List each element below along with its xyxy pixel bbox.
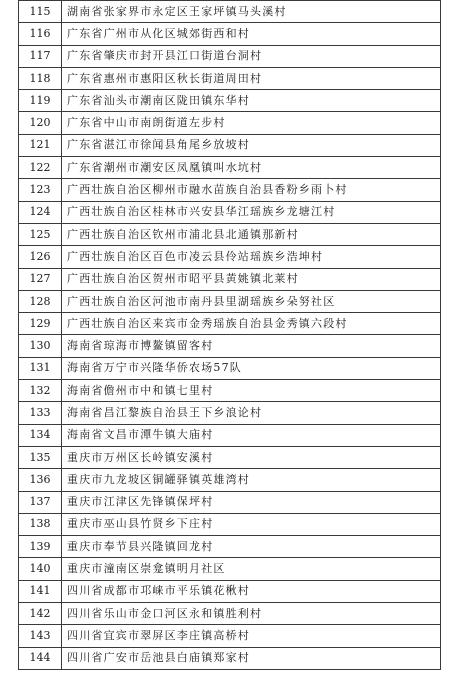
- row-number: 126: [19, 246, 62, 268]
- row-number: 141: [19, 580, 62, 602]
- table-row: [19, 90, 441, 112]
- row-number: 116: [19, 23, 62, 45]
- village-name: 广西壮族自治区桂林市兴安县华江瑶族乡龙塘江村: [62, 201, 441, 223]
- village-name: 广东省广州市从化区城郊街西和村: [62, 23, 441, 45]
- village-name: 四川省成都市邛崃市平乐镇花楸村: [62, 580, 441, 602]
- table-row: [19, 380, 441, 402]
- village-name: 四川省乐山市金口河区永和镇胜利村: [62, 603, 441, 625]
- village-name: 广东省中山市南朗街道左步村: [62, 112, 441, 134]
- row-number: 137: [19, 491, 62, 513]
- village-name: 广西壮族自治区钦州市浦北县北通镇那新村: [62, 223, 441, 245]
- table-row: [19, 179, 441, 201]
- table-row: [19, 1, 441, 23]
- village-name: 四川省广安市岳池县白庙镇郑家村: [62, 647, 441, 669]
- table-row: [19, 491, 441, 513]
- village-name: 重庆市奉节县兴隆镇回龙村: [62, 536, 441, 558]
- table-row: [19, 134, 441, 156]
- village-name: 重庆市万州区长岭镇安溪村: [62, 446, 441, 468]
- row-number: 136: [19, 469, 62, 491]
- village-list-table-container: [18, 0, 440, 670]
- row-number: 134: [19, 424, 62, 446]
- row-number: 130: [19, 335, 62, 357]
- village-name: 海南省昌江黎族自治县王下乡浪论村: [62, 402, 441, 424]
- table-row: [19, 313, 441, 335]
- row-number: 124: [19, 201, 62, 223]
- table-row: [19, 625, 441, 647]
- row-number: 121: [19, 134, 62, 156]
- table-row: [19, 45, 441, 67]
- row-number: 120: [19, 112, 62, 134]
- table-row: [19, 424, 441, 446]
- table-row: [19, 268, 441, 290]
- village-name: 广东省肇庆市封开县江口街道台洞村: [62, 45, 441, 67]
- row-number: 125: [19, 223, 62, 245]
- table-row: [19, 112, 441, 134]
- table-row: [19, 536, 441, 558]
- table-row: [19, 469, 441, 491]
- row-number: 131: [19, 357, 62, 379]
- village-name: 广东省湛江市徐闻县角尾乡放坡村: [62, 134, 441, 156]
- village-name: 海南省琼海市博鳌镇留客村: [62, 335, 441, 357]
- village-name: 海南省儋州市中和镇七里村: [62, 380, 441, 402]
- village-name: 重庆市江津区先锋镇保坪村: [62, 491, 441, 513]
- village-name: 广西壮族自治区河池市南丹县里湖瑶族乡朵努社区: [62, 290, 441, 312]
- village-name: 海南省文昌市潭牛镇大庙村: [62, 424, 441, 446]
- row-number: 139: [19, 536, 62, 558]
- table-row: [19, 223, 441, 245]
- table-row: [19, 603, 441, 625]
- row-number: 143: [19, 625, 62, 647]
- village-name: 广东省汕头市潮南区陇田镇东华村: [62, 90, 441, 112]
- village-name: 广西壮族自治区百色市凌云县伶站瑶族乡浩坤村: [62, 246, 441, 268]
- table-row: [19, 246, 441, 268]
- table-body: [19, 1, 441, 670]
- row-number: 128: [19, 290, 62, 312]
- row-number: 133: [19, 402, 62, 424]
- village-name: 重庆市九龙坡区铜罐驿镇英雄湾村: [62, 469, 441, 491]
- table-row: [19, 357, 441, 379]
- table-row: [19, 446, 441, 468]
- village-name: 广东省惠州市惠阳区秋长街道周田村: [62, 67, 441, 89]
- row-number: 127: [19, 268, 62, 290]
- village-name: 广西壮族自治区柳州市融水苗族自治县香粉乡雨卜村: [62, 179, 441, 201]
- row-number: 138: [19, 513, 62, 535]
- table-row: [19, 335, 441, 357]
- table-row: [19, 23, 441, 45]
- row-number: 140: [19, 558, 62, 580]
- table-row: [19, 513, 441, 535]
- table-row: [19, 647, 441, 669]
- row-number: 118: [19, 67, 62, 89]
- table-row: [19, 67, 441, 89]
- village-name: 四川省宜宾市翠屏区李庄镇高桥村: [62, 625, 441, 647]
- row-number: 142: [19, 603, 62, 625]
- row-number: 115: [19, 1, 62, 23]
- village-list-table: [18, 0, 441, 670]
- village-name: 湖南省张家界市永定区王家坪镇马头溪村: [62, 1, 441, 23]
- row-number: 122: [19, 157, 62, 179]
- village-name: 重庆市巫山县竹贤乡下庄村: [62, 513, 441, 535]
- row-number: 135: [19, 446, 62, 468]
- table-row: [19, 402, 441, 424]
- row-number: 117: [19, 45, 62, 67]
- row-number: 129: [19, 313, 62, 335]
- village-name: 重庆市潼南区崇龛镇明月社区: [62, 558, 441, 580]
- village-name: 海南省万宁市兴隆华侨农场57队: [62, 357, 441, 379]
- village-name: 广西壮族自治区贺州市昭平县黄姚镇北莱村: [62, 268, 441, 290]
- table-row: [19, 201, 441, 223]
- village-name: 广西壮族自治区来宾市金秀瑶族自治县金秀镇六段村: [62, 313, 441, 335]
- row-number: 132: [19, 380, 62, 402]
- table-row: [19, 290, 441, 312]
- row-number: 119: [19, 90, 62, 112]
- table-row: [19, 580, 441, 602]
- row-number: 144: [19, 647, 62, 669]
- table-row: [19, 558, 441, 580]
- row-number: 123: [19, 179, 62, 201]
- village-name: 广东省潮州市潮安区凤凰镇叫水坑村: [62, 157, 441, 179]
- table-row: [19, 157, 441, 179]
